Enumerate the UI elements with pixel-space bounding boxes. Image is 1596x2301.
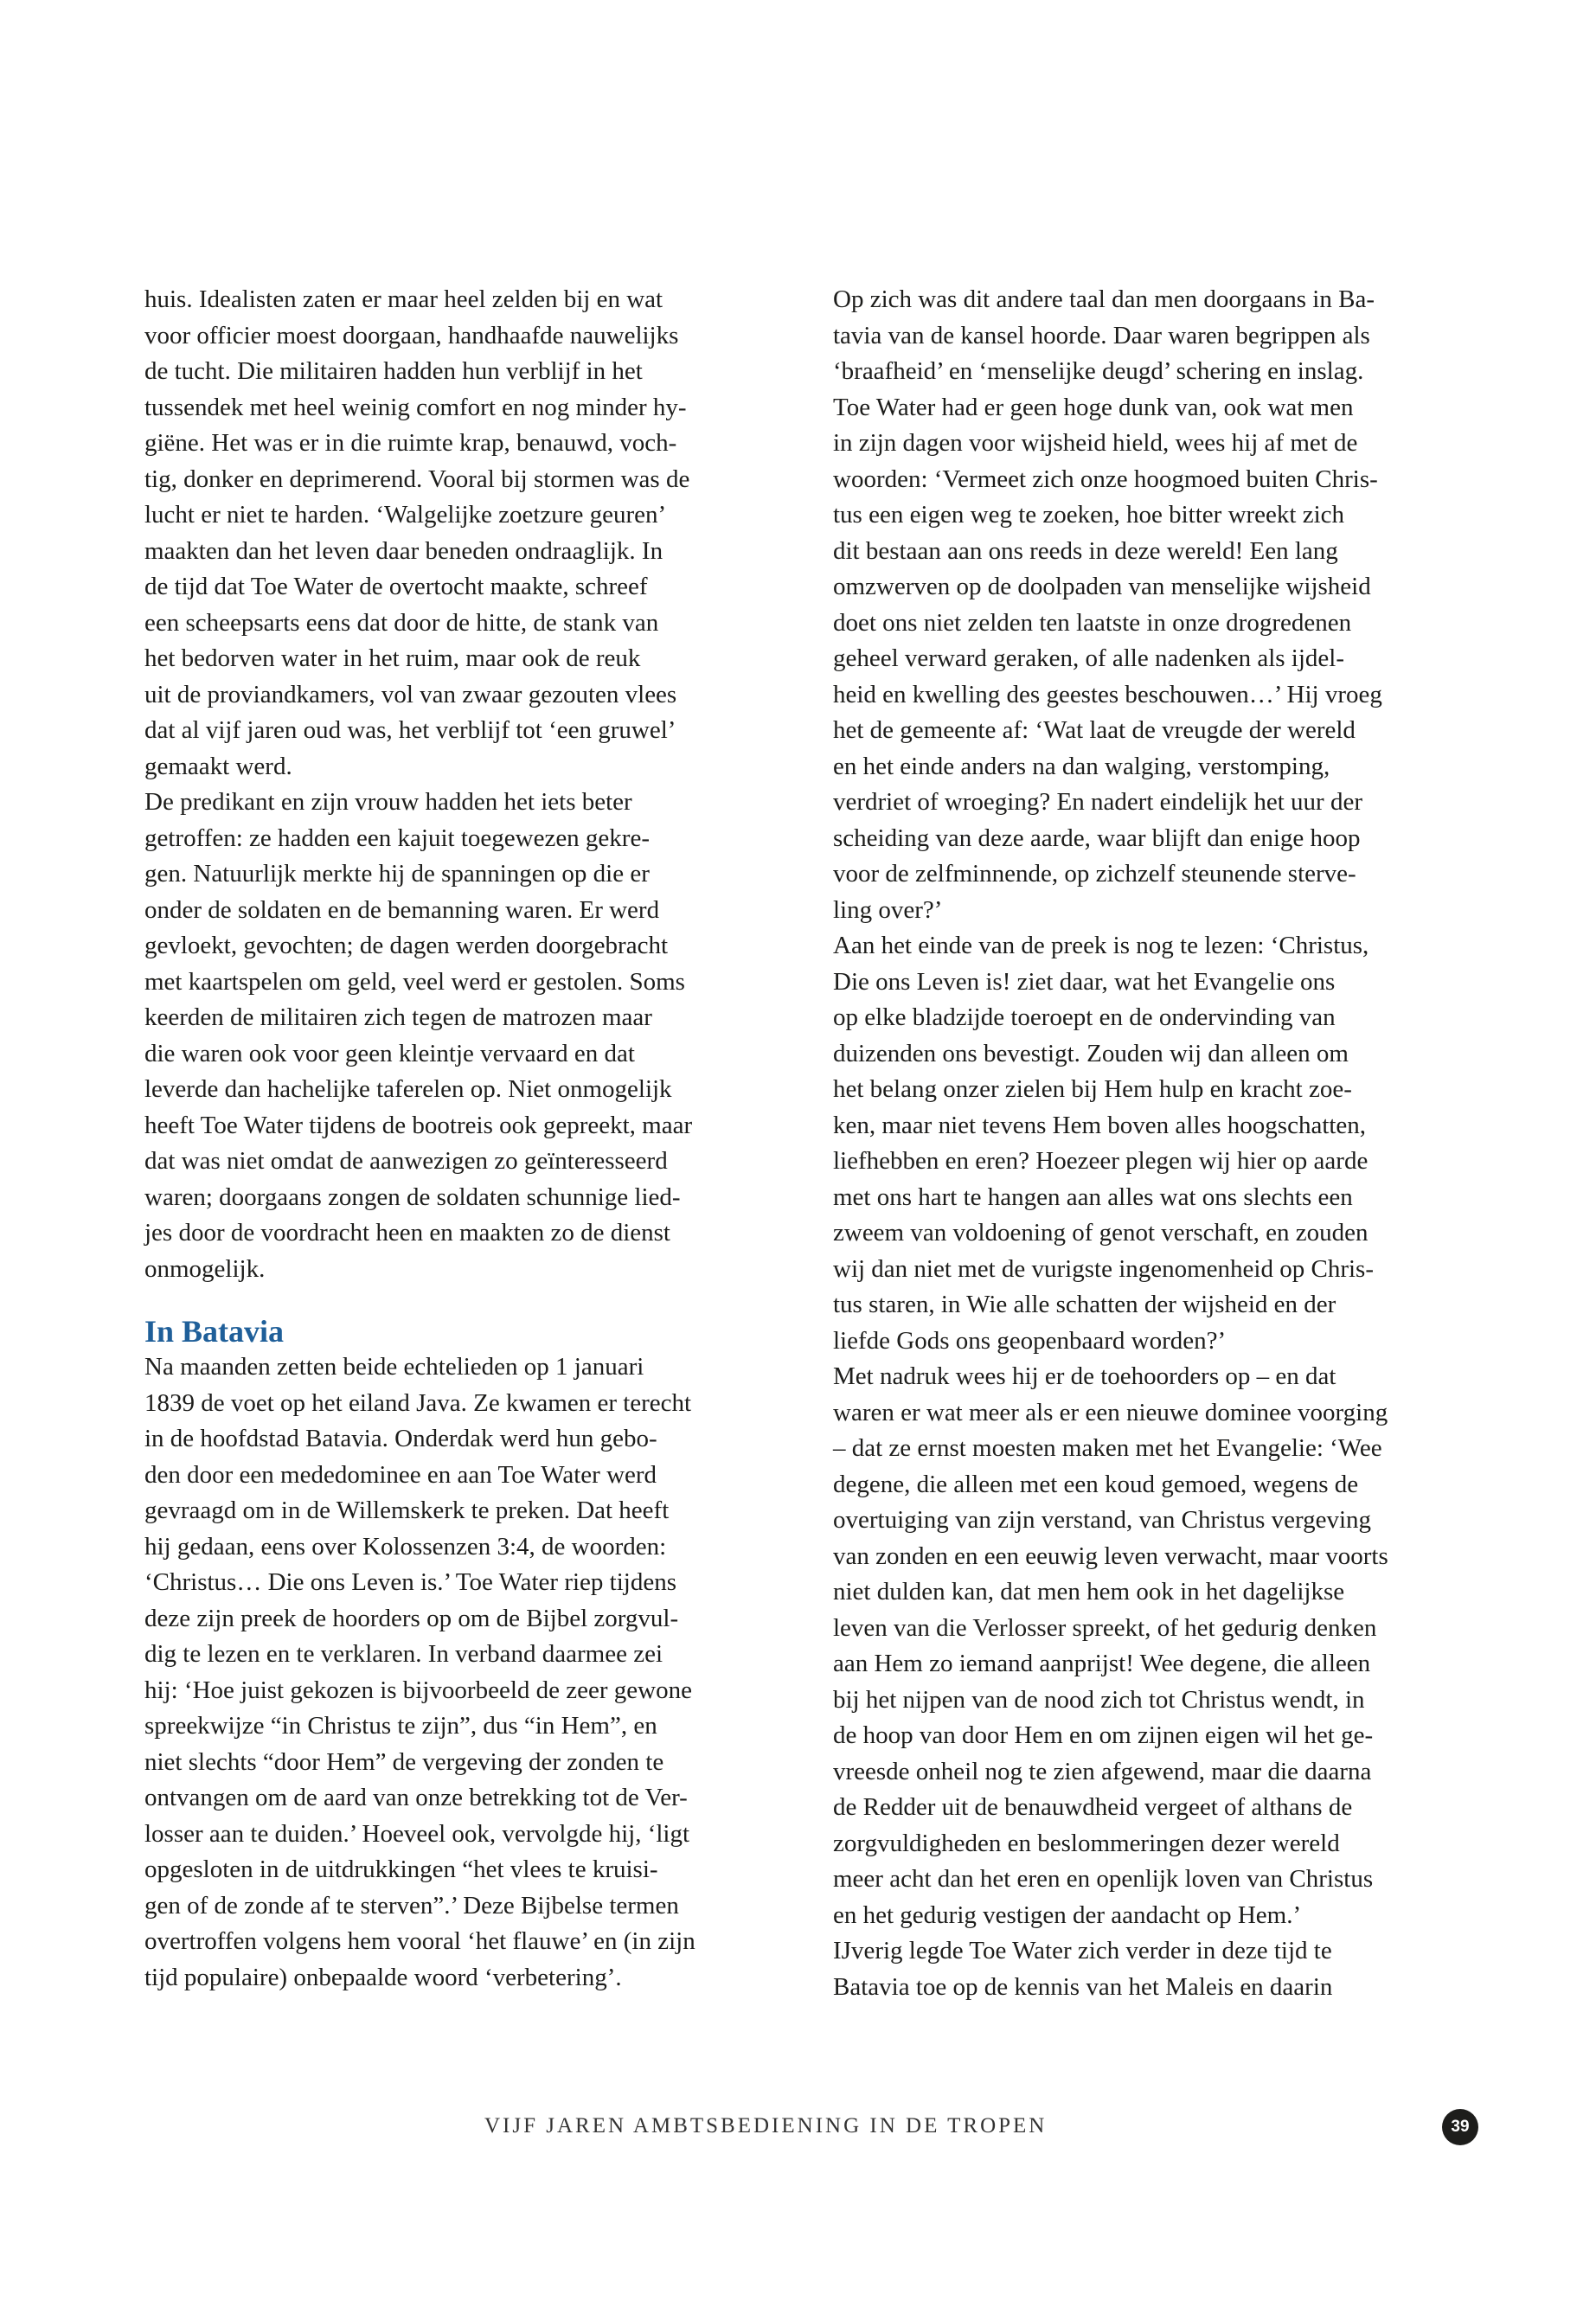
text-line: verdriet of wroeging? En nadert eindelijk het uur der [833,788,1362,816]
text-line: duizenden ons bevestigt. Zouden wij dan alleen om [833,1039,1349,1067]
text-line: zorgvuldigheden en beslommeringen dezer wereld [833,1829,1340,1857]
text-line: met kaartspelen om geld, veel werd er gestolen. Soms [144,967,685,996]
text-line: tussendek met heel weinig comfort en nog minder hy- [144,393,687,421]
text-line: heeft Toe Water tijdens de bootreis ook gepreekt, maar [144,1111,693,1139]
left-column-body [144,282,804,1287]
text-line: de tucht. Die militairen hadden hun verblijf in het [144,357,643,385]
text-line: de Redder uit de benauwdheid vergeet of althans de [833,1793,1353,1821]
text-line: het belang onzer zielen bij Hem hulp en kracht zoe- [833,1075,1352,1103]
text-line: keerden de militairen zich tegen de matrozen maar [144,1003,652,1031]
text-line: gevraagd om in de Willemskerk te preken. Dat heeft [144,1497,670,1524]
text-line: getroffen: ze hadden een kajuit toegewezen gekre- [144,824,650,852]
right-column-body [833,282,1493,2005]
text-line: geheel verward geraken, of alle nadenken als ijdel- [833,644,1344,672]
text-line: hij gedaan, eens over Kolossenzen 3:4, de woorden: [144,1532,667,1561]
text-line: in zijn dagen voor wijsheid hield, wees hij af met de [833,429,1358,457]
text-line: ling over?’ [833,895,943,924]
text-line: met ons hart te hangen aan alles wat ons slechts een [833,1183,1353,1211]
text-line: ‘Christus… Die ons Leven is.’ Toe Water riep tijdens [144,1568,676,1596]
text-line: De predikant en zijn vrouw hadden het iets beter [144,788,632,816]
text-line: voor officier moest doorgaan, handhaafde nauwelijks [144,321,679,349]
text-line: de tijd dat Toe Water de overtocht maakte, schreef [144,573,648,600]
text-line: den door een mededominee en aan Toe Water werd [144,1460,657,1489]
text-line: ontvangen om de aard van onze betrekking tot de Ver- [144,1784,688,1811]
text-line: waren; doorgaans zongen de soldaten schunnige lied- [144,1183,681,1211]
text-line: Met nadruk wees hij er de toehoorders op – en dat [833,1362,1336,1390]
text-line: in de hoofdstad Batavia. Onderdak werd hun gebo- [144,1425,657,1452]
text-line: overtuiging van zijn verstand, van Christus vergeving [833,1506,1372,1534]
text-line: onder de soldaten en de bemanning waren. Er werd [144,895,660,924]
text-line: het bedorven water in het ruim, maar ook de reuk [144,644,641,672]
text-line: hij: ‘Hoe juist gekozen is bijvoorbeeld de zeer gewone [144,1676,692,1704]
text-line: scheiding van deze aarde, waar blijft dan enige hoop [833,824,1361,852]
text-line: leven van die Verlosser spreekt, of het gedurig denken [833,1613,1377,1642]
text-line: liefhebben en eren? Hoezeer plegen wij hier op aarde [833,1147,1368,1175]
text-line: vreesde onheil nog te zien afgewend, maar die daarna [833,1757,1372,1785]
text-line: – dat ze ernst moesten maken met het Evangelie: ‘Wee [833,1434,1382,1462]
text-line: gen of de zonde af te sterven”.’ Deze Bijbelse termen [144,1891,679,1920]
text-line: lucht er niet te harden. ‘Walgelijke zoetzure geuren’ [144,501,667,529]
text-line: gemaakt werd. [144,752,292,780]
text-line: huis. Idealisten zaten er maar heel zelden bij en wat [144,285,663,313]
text-line: voor de zelfminnende, op zichzelf steunende sterve- [833,860,1356,888]
right-column [833,282,1493,2005]
text-line: woorden: ‘Vermeet zich onze hoogmoed buiten Chris- [833,465,1378,493]
text-line: 1839 de voet op het eiland Java. Ze kwamen er terecht [144,1388,692,1417]
text-line: gevloekt, gevochten; de dagen werden doorgebracht [144,932,669,959]
text-line: IJverig legde Toe Water zich verder in deze tijd te [833,1937,1332,1965]
text-line: Die ons Leven is! ziet daar, wat het Evangelie ons [833,967,1336,996]
text-line: onmogelijk. [144,1254,266,1283]
text-line: tus staren, in Wie alle schatten der wijsheid en der [833,1291,1336,1318]
text-line: de hoop van door Hem en om zijnen eigen wil het ge- [833,1721,1374,1749]
text-line: omzwerven op de doolpaden van menselijke wijsheid [833,573,1371,600]
text-line: tig, donker en deprimerend. Vooral bij stormen was de [144,465,690,493]
left-column [144,282,804,1996]
section-heading-in-batavia: In Batavia [144,1314,285,1349]
text-line: deze zijn preek de hoorders op om de Bijbel zorgvul- [144,1604,679,1632]
text-line: tavia van de kansel hoorde. Daar waren begrippen als [833,321,1370,349]
text-line: opgesloten in de uitdrukkingen “het vlees te kruisi- [144,1856,658,1883]
text-line: en het einde anders na dan walging, verstomping, [833,752,1330,780]
text-line: wij dan niet met de vurigste ingenomenheid op Chris- [833,1254,1374,1283]
text-line: losser aan te duiden.’ Hoeveel ook, vervolgde hij, ‘ligt [144,1819,690,1848]
text-line: maakten dan het leven daar beneden ondraaglijk. In [144,536,663,565]
text-line: giëne. Het was er in die ruimte krap, benauwd, voch- [144,429,677,457]
text-line: het de gemeente af: ‘Wat laat de vreugde der wereld [833,716,1356,744]
text-line: Aan het einde van de preek is nog te lezen: ‘Christus, [833,932,1369,959]
text-line: Toe Water had er geen hoge dunk van, ook wat men [833,393,1354,421]
text-line: niet slechts “door Hem” de vergeving der zonden te [144,1747,664,1776]
text-line: dat was niet omdat de aanwezigen zo geïnteresseerd [144,1147,668,1175]
text-line: doet ons niet zelden ten laatste in onze drogredenen [833,608,1352,637]
text-line: van zonden en een eeuwig leven verwacht, maar voorts [833,1541,1388,1570]
text-line: Na maanden zetten beide echtelieden op 1 januari [144,1353,644,1381]
text-line: liefde Gods ons geopenbaard worden?’ [833,1326,1227,1355]
text-line: ken, maar niet tevens Hem boven alles hoogschatten, [833,1111,1367,1139]
text-line: gen. Natuurlijk merkte hij de spanningen op die er [144,860,650,888]
running-title: VIJF JAREN AMBTSBEDIENING IN DE TROPEN [484,2114,1048,2138]
text-line: spreekwijze “in Christus te zijn”, dus “in Hem”, en [144,1712,657,1740]
text-line: uit de proviandkamers, vol van zwaar gezouten vlees [144,680,677,708]
text-line: een scheepsarts eens dat door de hitte, de stank van [144,608,659,637]
text-line: en het gedurig vestigen der aandacht op Hem.’ [833,1900,1302,1929]
text-line: die waren ook voor geen kleintje vervaard en dat [144,1039,635,1067]
text-line: jes door de voordracht heen en maakten zo de dienst [144,1219,670,1247]
left-column-body-after-heading [144,1349,804,1996]
text-line: niet dulden kan, dat men hem ook in het dagelijkse [833,1578,1345,1606]
text-line: ‘braafheid’ en ‘menselijke deugd’ schering en inslag. [833,357,1364,385]
text-line: overtroffen volgens hem vooral ‘het flauwe’ en (in zijn [144,1927,695,1955]
text-line: Batavia toe op de kennis van het Maleis en daarin [833,1972,1333,2001]
text-line: dit bestaan aan ons reeds in deze wereld! Een lang [833,536,1338,565]
text-line: Op zich was dit andere taal dan men doorgaans in Ba- [833,285,1375,313]
text-line: dat al vijf jaren oud was, het verblijf tot ‘een gruwel’ [144,716,676,744]
text-line: aan Hem zo iemand aanprijst! Wee degene, die alleen [833,1650,1371,1677]
text-line: tijd populaire) onbepaalde woord ‘verbetering’. [144,1963,622,1991]
text-line: leverde dan hachelijke taferelen op. Niet onmogelijk [144,1075,672,1103]
text-line: degene, die alleen met een koud gemoed, wegens de [833,1470,1359,1498]
text-line: tus een eigen weg te zoeken, hoe bitter wreekt zich [833,501,1345,529]
text-line: zweem van voldoening of genot verschaft, en zouden [833,1219,1368,1247]
text-line: op elke bladzijde toeroept en de ondervinding van [833,1003,1336,1031]
text-line: meer acht dan het eren en openlijk loven van Christus [833,1865,1374,1893]
text-line: heid en kwelling des geestes beschouwen…’ Hij vroeg [833,680,1382,708]
page-number-badge: 39 [1442,2109,1478,2145]
text-line: waren er wat meer als er een nieuwe dominee voorging [833,1398,1388,1426]
text-line: bij het nijpen van de nood zich tot Christus wendt, in [833,1685,1365,1714]
text-line: dig te lezen en te verklaren. In verband daarmee zei [144,1640,663,1668]
